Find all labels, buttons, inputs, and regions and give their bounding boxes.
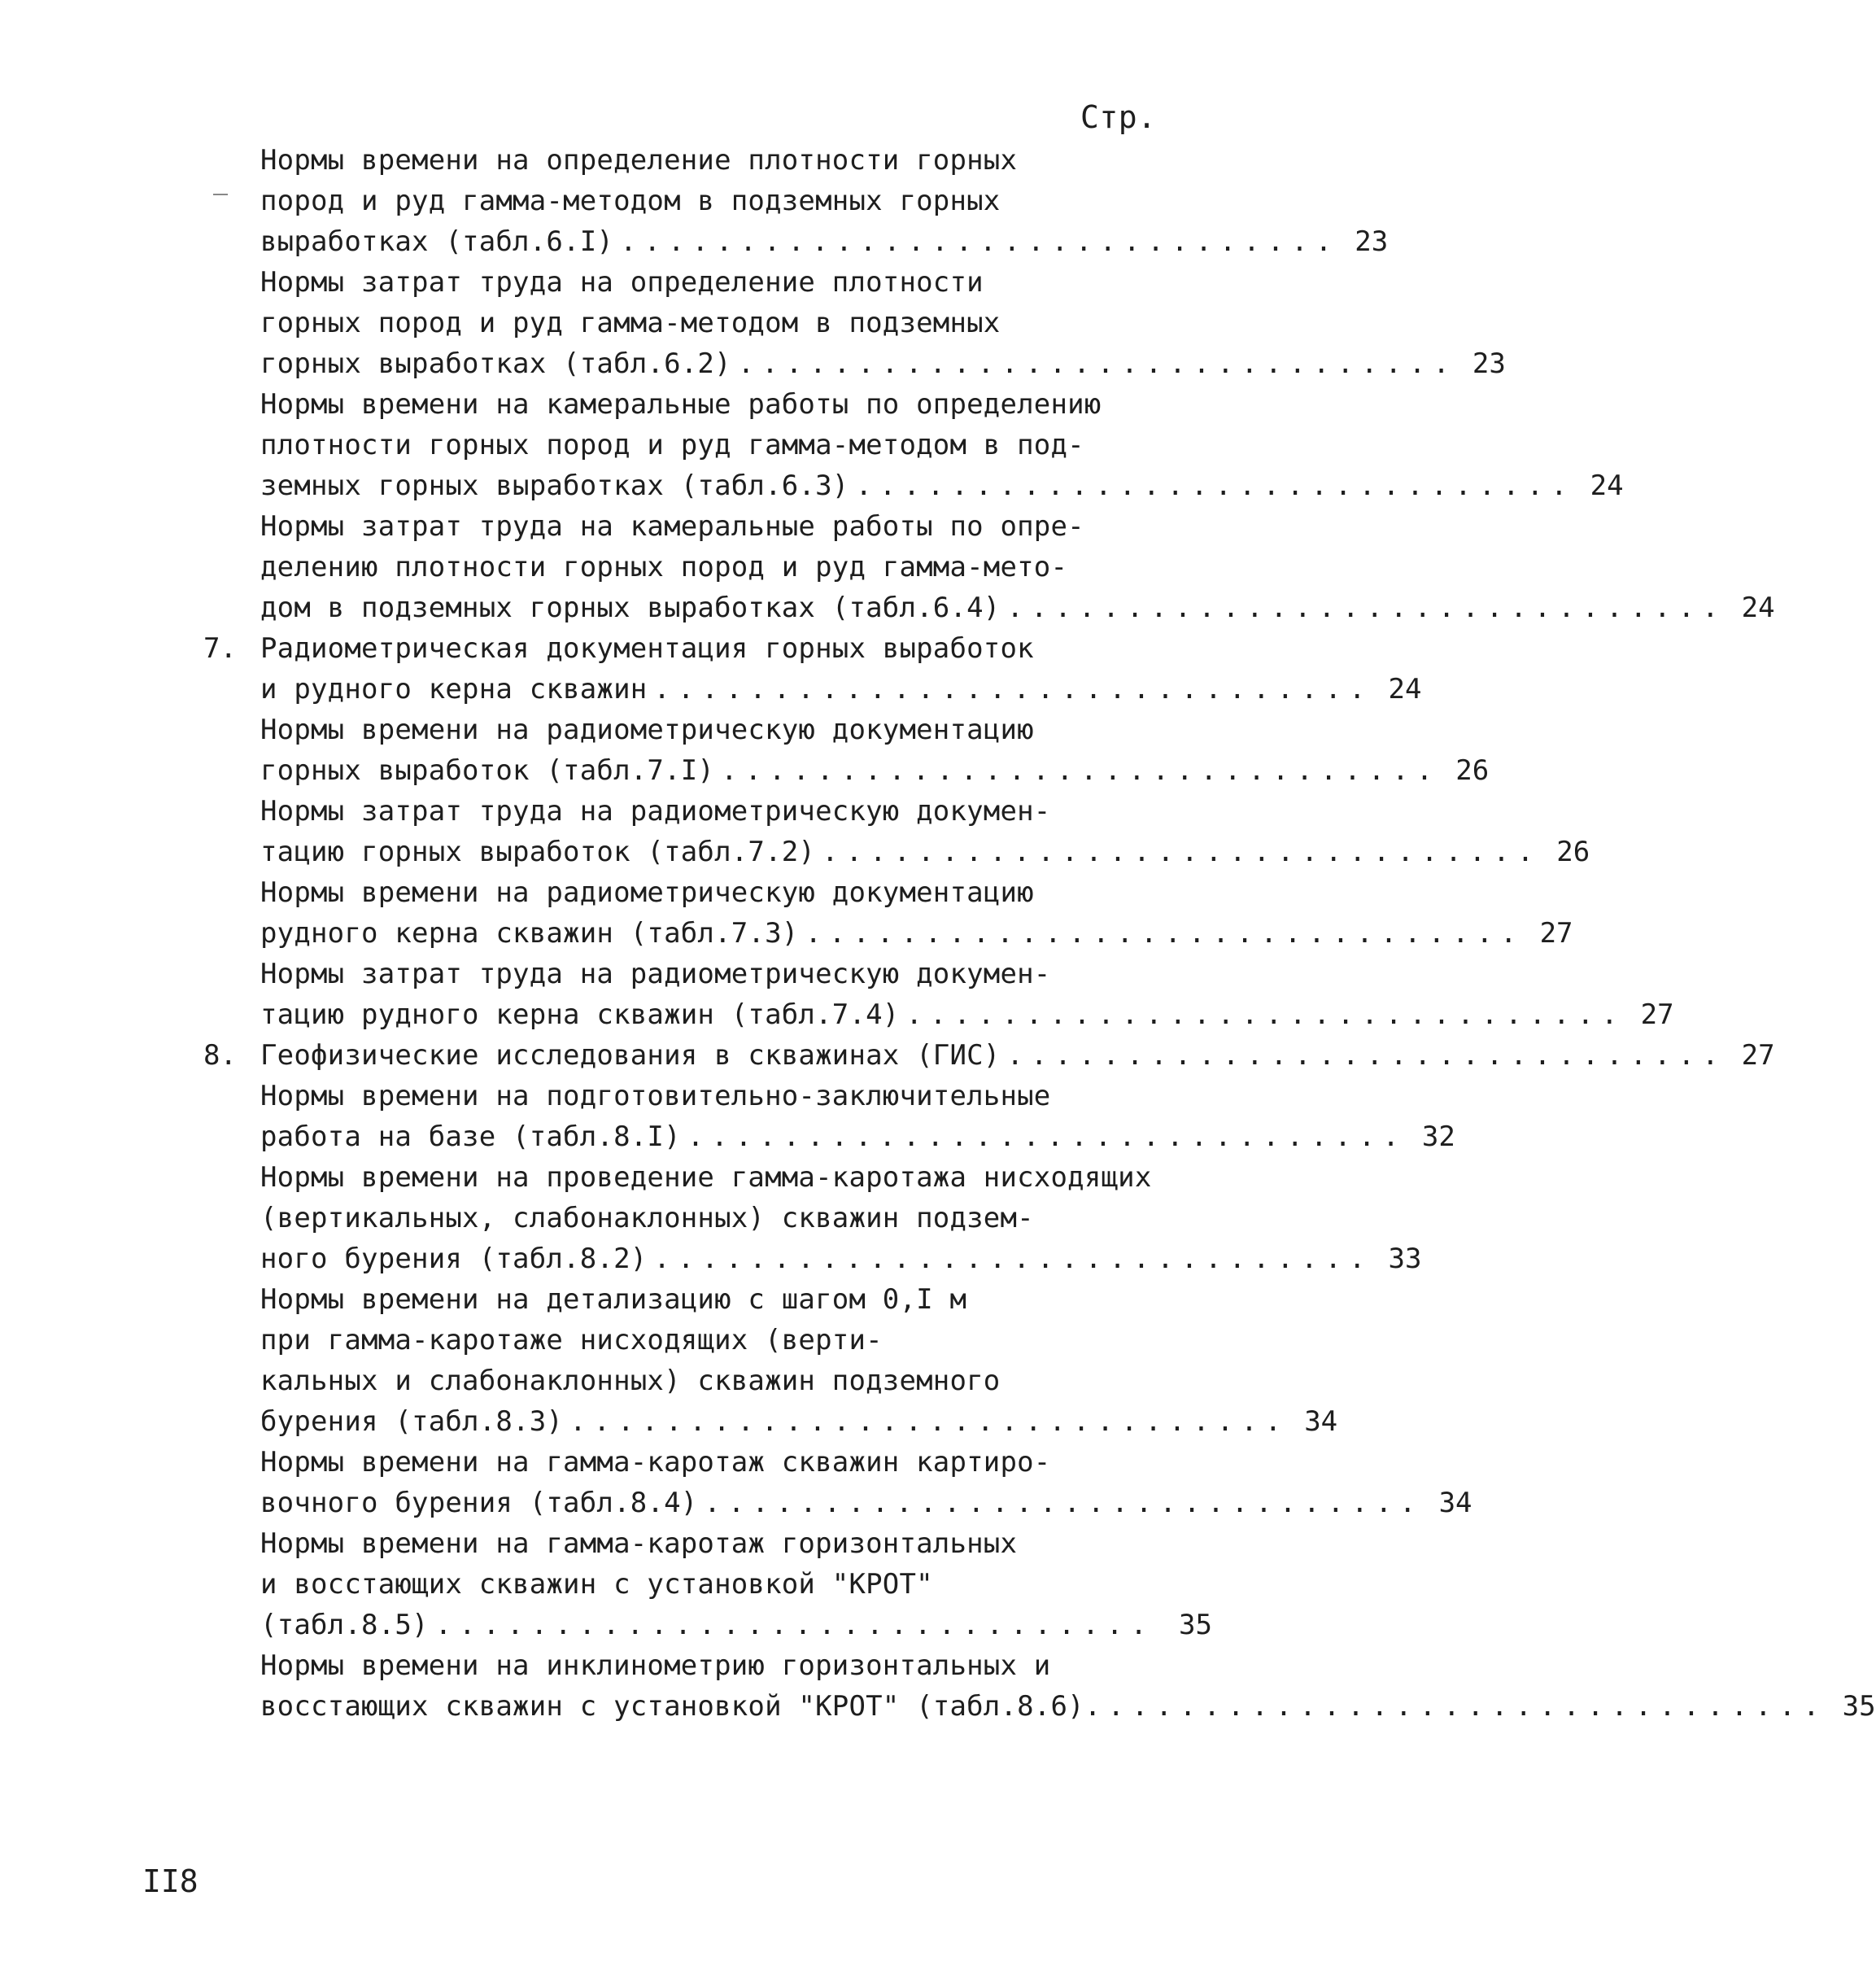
leader-dots: .............................. — [1006, 1039, 1726, 1072]
toc-entry-line: (вертикальных, слабонаклонных) скважин подзем- — [260, 1202, 1034, 1234]
leader-dots: .............................. — [653, 673, 1373, 705]
toc-entry-line: Нормы времени на детализацию с шагом 0,I м — [260, 1283, 967, 1316]
leader-dots: .............................. — [1107, 1690, 1827, 1723]
toc-entry-last-line — [203, 1401, 1338, 1442]
toc-entry-line: Нормы затрат труда на определение плотности — [260, 266, 984, 299]
toc-entry-line: Нормы затрат труда на камеральные работы по опре- — [260, 510, 1084, 543]
leader-dots: .............................. — [905, 998, 1625, 1031]
toc-entry-text: горных выработках (табл.6.2) — [260, 347, 731, 380]
page-number: II8 — [142, 1863, 199, 1899]
toc-page-number: 35 — [1842, 1690, 1876, 1723]
leader-dots: .............................. — [704, 1487, 1424, 1519]
toc-entry-line: кальных и слабонаклонных) скважин подземного — [260, 1365, 1001, 1397]
toc-entry-text: тацию рудного керна скважин (табл.7.4) — [260, 998, 900, 1031]
toc-entry-last-line — [203, 750, 1490, 791]
toc-entry-line: делению плотности горных пород и руд гамма-мето- — [260, 551, 1068, 583]
toc-entry-text: земных горных выработках (табл.6.3) — [260, 470, 849, 502]
toc-entry-text: ного бурения (табл.8.2) — [260, 1243, 648, 1275]
toc-entry-text: выработках (табл.6.I) — [260, 225, 614, 258]
toc-entry-last-line — [203, 1238, 1422, 1279]
leader-dots: .............................. — [822, 836, 1542, 868]
section-number: 7. — [203, 632, 237, 665]
toc-page-number: 32 — [1421, 1120, 1455, 1153]
toc-page-number: 24 — [1741, 592, 1775, 624]
toc-entry — [203, 628, 1422, 710]
toc-entry — [203, 1645, 1876, 1727]
toc-entry-line: пород и руд гамма-методом в подземных горных — [260, 185, 1001, 217]
toc-entry-last-line — [203, 1605, 1212, 1645]
toc-entry-line: Радиометрическая документация горных выработок — [260, 632, 1034, 665]
toc-entry-line: Нормы времени на радиометрическую документацию — [260, 714, 1034, 746]
leader-dots: .............................. — [434, 1609, 1154, 1641]
toc-entry-text: тацию горных выработок (табл.7.2) — [260, 836, 816, 868]
toc-entry-text: вочного бурения (табл.8.4) — [260, 1487, 698, 1519]
leader-dots: .............................. — [721, 754, 1441, 787]
toc-entry — [203, 1279, 1338, 1442]
toc-entry-line: Нормы времени на гамма-каротаж горизонтальных — [260, 1527, 1018, 1560]
table-of-contents — [203, 140, 1876, 1727]
toc-entry — [203, 791, 1590, 872]
toc-entry-last-line — [203, 832, 1590, 872]
toc-entry-last-line — [203, 1686, 1876, 1727]
toc-entry-line: Нормы времени на гамма-каротаж скважин картиро- — [260, 1446, 1051, 1479]
toc-entry-line: Нормы времени на подготовительно-заключительные — [260, 1080, 1051, 1112]
toc-entry-line: горных пород и руд гамма-методом в подземных — [260, 307, 1001, 339]
toc-entry-text: (табл.8.5) — [260, 1609, 429, 1641]
leader-dots: .............................. — [620, 225, 1340, 258]
leader-dots: .............................. — [737, 347, 1457, 380]
page-column-header: Стр. — [1080, 99, 1157, 135]
toc-entry-text: рудного керна скважин (табл.7.3) — [260, 917, 799, 950]
leader-dots: .............................. — [855, 470, 1575, 502]
leader-dots: .............................. — [805, 917, 1525, 950]
toc-entry-line: Нормы времени на камеральные работы по определению — [260, 388, 1102, 421]
toc-page-number: 27 — [1640, 998, 1674, 1031]
toc-entry-line: Нормы времени на инклинометрию горизонтальных и — [260, 1649, 1051, 1682]
leader-dots: .............................. — [1006, 592, 1726, 624]
leader-dots: .............................. — [687, 1120, 1407, 1153]
toc-entry-line: Нормы времени на проведение гамма-каротажа нисходящих — [260, 1161, 1152, 1194]
toc-page-number: 27 — [1741, 1039, 1775, 1072]
toc-entry-last-line — [203, 1483, 1472, 1523]
toc-entry-text: дом в подземных горных выработках (табл.6.4) — [260, 592, 1001, 624]
toc-entry-text: Геофизические исследования в скважинах (ГИС) — [260, 1039, 1001, 1072]
toc-entry — [203, 872, 1573, 954]
leader-dots: .............................. — [569, 1405, 1289, 1438]
toc-entry-text: горных выработок (табл.7.I) — [260, 754, 715, 787]
toc-page-number: 24 — [1388, 673, 1422, 705]
toc-entry-line: плотности горных пород и руд гамма-методом в под- — [260, 429, 1084, 461]
toc-page-number: 35 — [1179, 1609, 1212, 1641]
toc-entry-text: и рудного керна скважин — [260, 673, 648, 705]
toc-entry-text: восстающих скважин с установкой "КРОТ" (табл.8.6). — [260, 1690, 1102, 1723]
toc-entry-text: бурения (табл.8.3) — [260, 1405, 564, 1438]
toc-entry-last-line — [203, 588, 1775, 628]
toc-entry-last-line — [203, 1116, 1455, 1157]
toc-entry-last-line — [203, 994, 1674, 1035]
toc-entry-line: Нормы затрат труда на радиометрическую докумен- — [260, 958, 1051, 990]
toc-entry — [203, 262, 1506, 384]
toc-entry — [203, 1523, 1212, 1645]
toc-page-number: 33 — [1388, 1243, 1422, 1275]
toc-page-number: 34 — [1438, 1487, 1472, 1519]
toc-entry-line: и восстающих скважин с установкой "КРОТ" — [260, 1568, 933, 1601]
toc-entry-line: Нормы времени на определение плотности горных — [260, 144, 1018, 177]
toc-entry-line: Нормы времени на радиометрическую документацию — [260, 876, 1034, 909]
toc-entry-line: при гамма-каротаже нисходящих (верти- — [260, 1324, 883, 1356]
toc-page-number: 34 — [1304, 1405, 1338, 1438]
toc-entry — [203, 710, 1490, 791]
toc-entry-line: Нормы затрат труда на радиометрическую докумен- — [260, 795, 1051, 828]
toc-page-number: 23 — [1355, 225, 1389, 258]
toc-entry-last-line — [203, 343, 1506, 384]
toc-page-number: 23 — [1472, 347, 1506, 380]
toc-page-number: 27 — [1539, 917, 1573, 950]
toc-entry-last-line — [203, 1035, 1775, 1076]
leader-dots: .............................. — [653, 1243, 1373, 1275]
toc-entry-last-line — [203, 669, 1422, 710]
toc-entry — [203, 1157, 1422, 1279]
toc-page-number: 26 — [1556, 836, 1590, 868]
toc-entry — [203, 1076, 1455, 1157]
toc-entry — [203, 1442, 1472, 1523]
toc-entry — [203, 506, 1775, 628]
toc-entry — [203, 954, 1674, 1035]
toc-page-number: 24 — [1590, 470, 1624, 502]
toc-entry-text: работа на базе (табл.8.I) — [260, 1120, 681, 1153]
section-number: 8. — [203, 1039, 237, 1072]
toc-entry — [203, 384, 1624, 506]
toc-page-number: 26 — [1455, 754, 1490, 787]
toc-entry — [203, 140, 1389, 262]
toc-entry-last-line — [203, 913, 1573, 954]
toc-entry-last-line — [203, 465, 1624, 506]
toc-entry-last-line — [203, 221, 1389, 262]
toc-entry — [203, 1035, 1775, 1076]
